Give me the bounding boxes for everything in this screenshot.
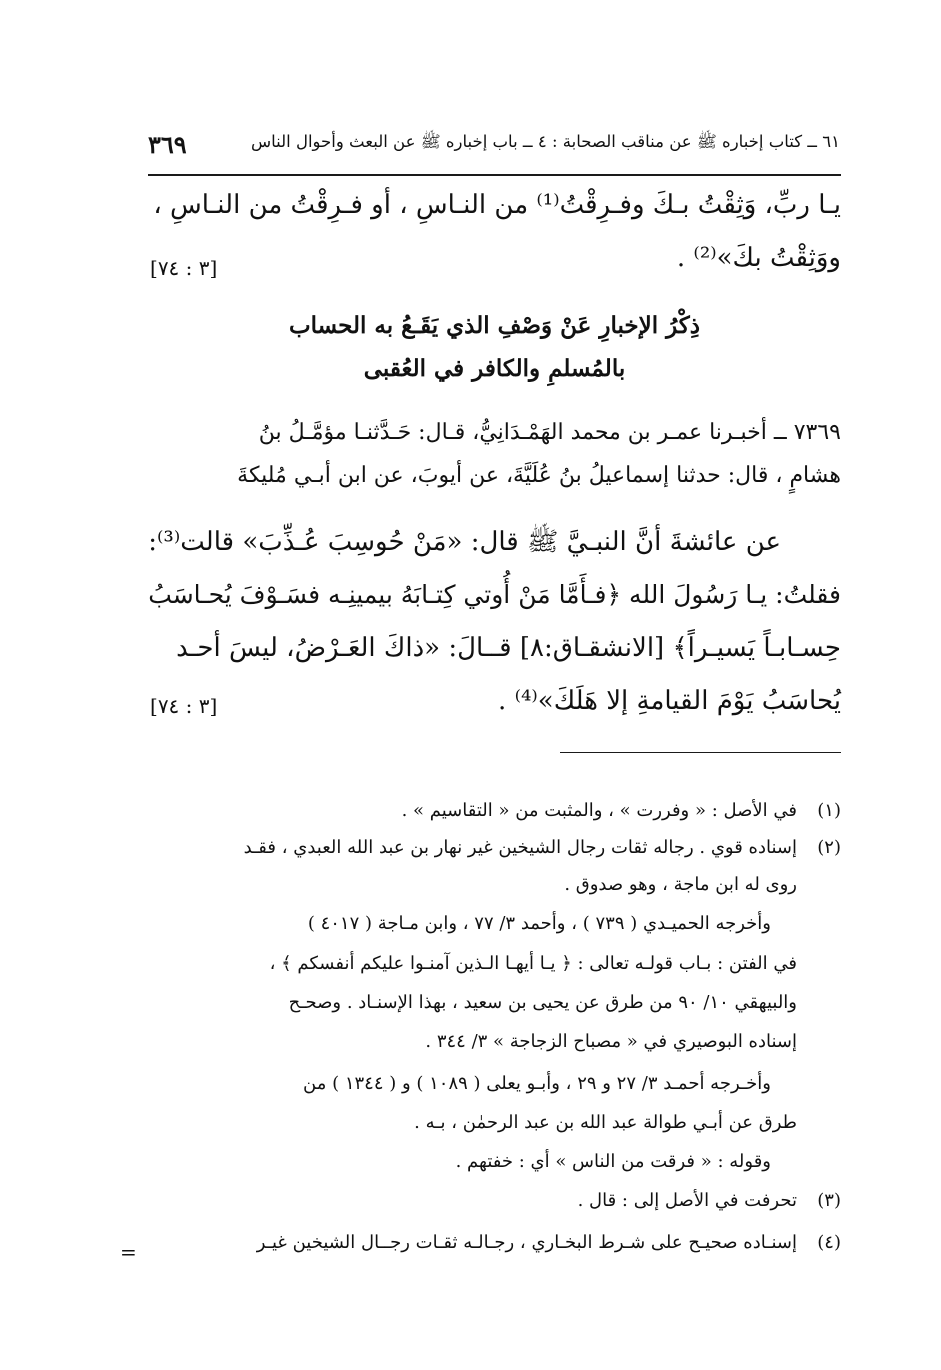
hadith-isnad-line-2: هشامٍ ، قال: حدثنا إسماعيلُ بنُ عُلَيَّةَ، عن أيوبَ، عن ابن أبـي مُليكةَ	[237, 463, 841, 488]
footnote-2-line-1	[244, 837, 841, 858]
top-text-line-2: ووَثِقْتُ بكَ»⁽²⁾ .	[676, 243, 841, 273]
running-head	[148, 130, 840, 164]
footnote-2-line-6: إسناده البوصيري في « مصباح الزجاجة » ٣/ ٣٤٤ .	[425, 1031, 797, 1052]
footnote-2-text-1: إسناده قوي . رجاله ثقات رجال الشيخين غير نهار بن عبد الله العبدي ، فقـد	[243, 837, 797, 858]
section-heading-line-1: ذِكْرُ الإخبارِ عَنْ وَصْفِ الذي يَقَـعُ به الحساب	[288, 312, 701, 339]
footnote-2-line-3: وأخرجه الحميـدي ( ٧٣٩ ) ، وأحمد ٣/ ٧٧ ، وابن مـاجة ( ٤٠١٧ )	[307, 913, 771, 934]
footnote-1-text: في الأصل : « وفررت » ، والمثبت من « التقاسيم » .	[401, 800, 797, 821]
footnote-2-line-2: روى له ابن ماجة ، وهو صدوق .	[564, 874, 797, 895]
footnote-3	[578, 1190, 841, 1211]
footnote-2-line-8: طرق عن أبـي طوالة عبد الله بن عبد الرحمٰن ، بـه .	[414, 1112, 797, 1133]
footnote-2-line-9: وقوله : « فرقت من الناس » أي : خفتهم .	[455, 1151, 771, 1172]
hadith-matn-line-3: حِسـابـاً يَسيـراً﴾ [الانشقـاق:٨] قــالَ: «ذاكَ العَـرْضُ، ليسَ أحـد	[176, 633, 841, 663]
top-text-reference: [٣ : ٧٤]	[150, 256, 218, 280]
footnote-4-number: (٤)	[817, 1232, 841, 1253]
hadith-matn-line-1: عن عائشةَ أنَّ النبـيَّ ﷺ قال: «مَنْ حُوسِبَ عُـذِّبَ» قالت⁽³⁾:	[148, 527, 781, 557]
footnote-3-number: (٣)	[817, 1190, 841, 1211]
footnote-1-number: (١)	[817, 800, 841, 821]
section-heading-line-2: بالمُسلمِ والكافر في العُقبى	[363, 355, 626, 382]
top-text-line-1: يـا ربِّ، وَثِقْتُ بـكَ وفـرِقْتُ⁽¹⁾ من النـاسِ ، أو فـرِقْتُ من النـاسِ ،	[153, 190, 841, 220]
footnote-3-text: تحرفت في الأصل إلى : قال .	[577, 1190, 797, 1211]
running-head-title: ٦١ ــ كتاب إخباره ﷺ عن مناقب الصحابة : ٤ ــ باب إخباره ﷺ عن البعث وأحوال الناس	[250, 132, 840, 151]
footnote-1	[402, 800, 841, 821]
footnote-4-text: إسنـاده صحيـح على شـرط البخـاري ، رجـالـه ثقـات رجــال الشيخين غيـر	[256, 1232, 797, 1253]
footnote-2-line-7: وأخـرجه أحمـد ٣/ ٢٧ و ٢٩ ، وأبـو يعلى ( ١٠٨٩ ) و ( ١٣٤٤ ) من	[303, 1073, 771, 1094]
footnote-4	[257, 1232, 841, 1253]
page-number: ٣٦٩	[148, 130, 187, 159]
hadith-isnad-line-1: ٧٣٦٩ ــ أخبـرنا عمـر بن محمد الهَمْـدَانِيُّ، قـال: حَـدَّثنـا مؤمَّـلُ بنُ	[258, 420, 841, 445]
hadith-matn-line-2: فقلتُ: يـا رَسُولَ الله ﴿فـأَمَّا مَنْ أُوتي كِتـابَهُ بيمينِـه فسَـوْفَ يُحـاسَبُ	[148, 580, 841, 609]
footnote-2-line-4: في الفتن : بـاب قولـه تعالى : ﴿ يـا أيهـا الـذين آمنـوا عليكم أنفسكم ﴾ ،	[269, 953, 797, 974]
continuation-mark: =	[120, 1240, 137, 1264]
hadith-matn-line-4: يُحاسَبُ يَوْمَ القيامةِ إلا هَلَكَ»⁽⁴⁾ .	[498, 686, 841, 716]
header-divider	[148, 174, 841, 176]
footnote-divider	[560, 752, 841, 753]
hadith-reference: [٣ : ٧٤]	[150, 694, 218, 718]
footnote-2-line-5: والبيهقي ١٠/ ٩٠ من طرق عن يحيى بن سعيد ، بهذا الإسنـاد . وصحـح	[288, 992, 797, 1013]
footnote-2-number: (٢)	[817, 837, 841, 858]
